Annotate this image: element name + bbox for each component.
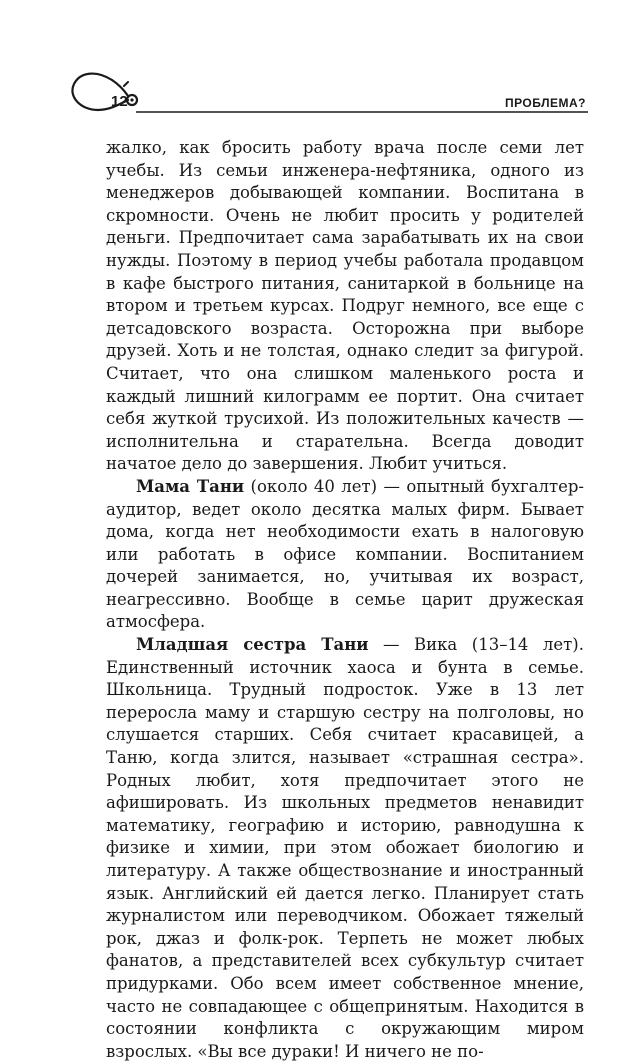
paragraph-lead: Младшая сестра Тани bbox=[136, 635, 369, 655]
paragraph-lead: Мама Тани bbox=[136, 476, 245, 496]
paragraph-younger-sister bbox=[106, 634, 584, 1063]
paragraph-text: (около 40 лет) — опытный бухгалтер-аудитор, ведет около десятка малых фирм. Бывает дома, когда нет необходимости ехать в налоговую или работать в офисе компании. Воспитанием дочерей занимается, но, учитывая их возраст, неагрессивно. Вообще в семье царит дружеская атмосфера. bbox=[106, 476, 584, 632]
running-head: ПРОБЛЕМА? bbox=[504, 96, 586, 110]
paragraph-text: — Вика (13–14 лет). Единственный источник хаоса и бунта в семье. Школьница. Трудный подросток. Уже в 13 лет переросла маму и старшую сестру на полголовы, но слушается старших. Себя считает красавицей, а Таню, когда злится, называет «страшная сестра». Родных любит, хотя предпочитает этого не афишировать. Из школьных предметов ненавидит математику, географию и историю, равнодушна к физике и химии, при этом обожает биологию и литературу. А также обществознание и иностранный язык. Английский ей дается легко. Планирует стать журналистом или переводчиком. Обожает тяжелый рок, джаз и фолк-рок. Терпеть не может любых фанатов, а представителей всех субкультур считает придурками. Обо всем имеет собственное мнение, часто не совпадающее с общепринятым. Находится в состоянии конфликта с окружающим миром взрослых. «Вы все дураки! И ничего не по- bbox=[106, 635, 584, 1061]
page-header bbox=[0, 0, 644, 120]
paragraph-text: жалко, как бросить работу врача после семи лет учебы. Из семьи инженера-нефтяника, одного из менеджеров добывающей компании. Воспитана в скромности. Очень не любит просить у родителей деньги. Предпочитает сама зарабатывать их на свои нужды. Поэтому в период учебы работала продавцом в кафе быстрого питания, санитаркой в больнице на втором и третьем курсах. Подруг немного, все еще с детсадовского возраста. Осторожна при выборе друзей. Хоть и не толстая, однако следит за фигурой. Считает, что она слишком маленького роста и каждый лишний килограмм ее портит. Она считает себя жуткой трусихой. Из положительных качеств — исполнительна и старательна. Всегда доводит начатое дело до завершения. Любит учиться. bbox=[106, 138, 584, 474]
paragraph-tanya-description bbox=[106, 137, 584, 476]
paragraph-mother bbox=[106, 476, 584, 634]
page-number: 12 bbox=[111, 93, 128, 110]
body-text bbox=[106, 137, 584, 1063]
